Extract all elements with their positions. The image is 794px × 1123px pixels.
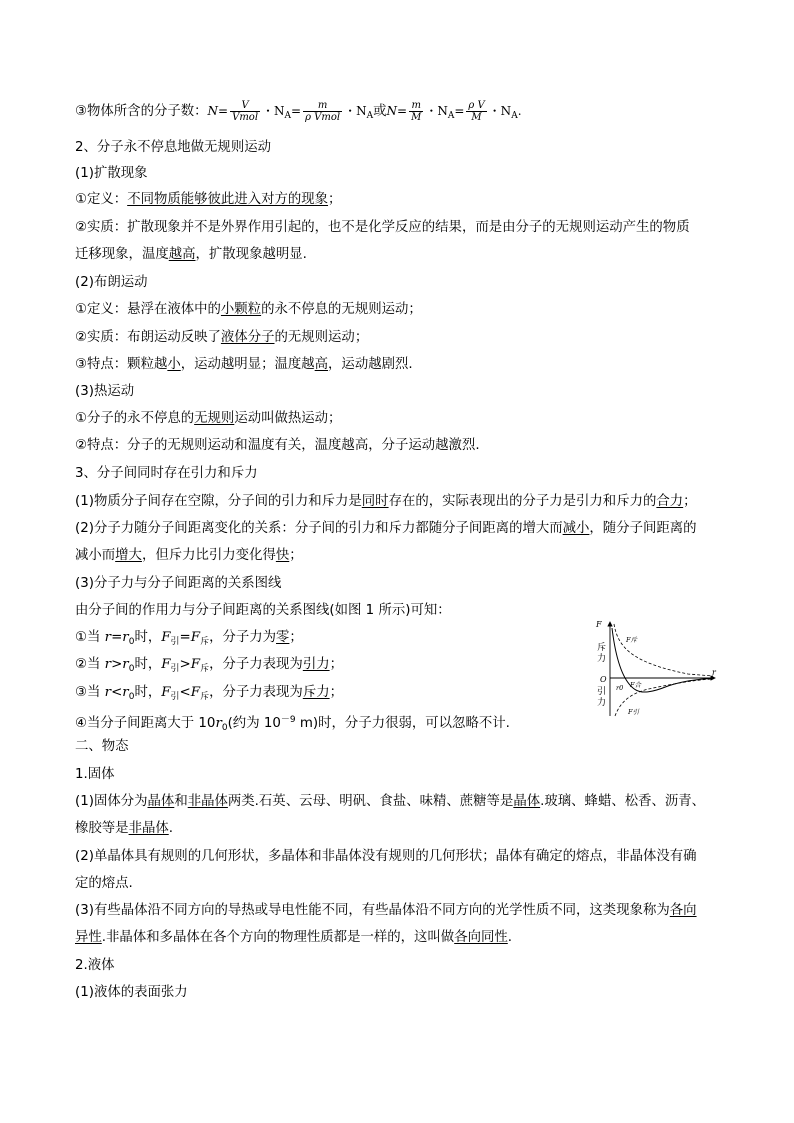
- liquid-surface-tension: (1)液体的表面张力: [75, 985, 188, 1000]
- subheading-diffusion: (1)扩散现象: [75, 166, 148, 181]
- subheading-brownian: (2)布朗运动: [75, 275, 148, 290]
- solid-point-1-a: (1)固体分为晶体和非晶体两类.石英、云母、明矾、食盐、味精、蔗糖等是晶体.玻璃、蜂蜡、松香、沥青、: [75, 794, 706, 809]
- solid-point-3-b: 异性.非晶体和多晶体在各个方向的物理性质都是一样的，这叫做各向同性.: [75, 930, 513, 945]
- attraction-label-2: 力: [597, 698, 607, 708]
- thermal-features: ②特点：分子的无规则运动和温度有关，温度越高，分子运动越激烈.: [75, 438, 480, 453]
- attraction-label-1: 引: [597, 687, 607, 697]
- brownian-definition: ①定义：悬浮在液体中的小颗粒的永不停息的无规则运动；: [75, 302, 422, 317]
- f-rep-label: F斥: [626, 636, 638, 644]
- repulsion-label-1: 斥: [597, 643, 607, 653]
- case-r-greater-r0: ②当 $r>r_0$时，$F_引>F_斥$，分子力表现为引力；: [75, 657, 343, 674]
- formula-intro: ③物体所含的分子数：: [75, 104, 208, 119]
- brownian-features: ③特点：颗粒越小，运动越明显；温度越高，运动越剧烈.: [75, 357, 413, 372]
- forces-point-2-b: 减小而增大，但斥力比引力变化得快；: [75, 548, 303, 563]
- molecular-force-graph: [593, 618, 723, 720]
- fraction-v-over-vmol: $\frac{V}{\text{Vmol}}$: [232, 100, 259, 123]
- repulsion-label-2: 力: [597, 654, 607, 664]
- case-r-less-r0: ③当 $r<r_0$时，$F_引<F_斥$，分子力表现为斥力；: [75, 685, 343, 702]
- fraction-rho-v-over-M: $\frac{\text{ρ V}}{M}$: [468, 100, 485, 123]
- diffusion-essence-1: ②实质：扩散现象并不是外界作用引起的，也不是化学反应的结果，而是由分子的无规则运动产生的物质: [75, 220, 690, 235]
- forces-point-3: (3)分子力与分子间距离的关系图线: [75, 576, 282, 591]
- subheading-thermal-motion: (3)热运动: [75, 384, 135, 399]
- section-heading-states: 二、物态: [75, 739, 129, 754]
- origin-label: O: [600, 675, 607, 684]
- fraction-m-over-M: $\frac{m}{M}$: [411, 100, 422, 123]
- forces-point-1: (1)物质分子间存在空隙，分子间的引力和斥力是同时存在的，实际表现出的分子力是引力和斥力的合力；: [75, 494, 697, 509]
- subheading-liquid: 2.液体: [75, 958, 115, 973]
- subheading-solid: 1.固体: [75, 767, 115, 782]
- diffusion-definition: ①定义：不同物质能够彼此进入对方的现象；: [75, 192, 342, 207]
- diffusion-essence-2: 迁移现象，温度越高，扩散现象越明显.: [75, 247, 307, 262]
- case-r-equals-r0: ①当 $r=r_0$时，$F_引=F_斥$，分子力为零；: [75, 630, 303, 647]
- fraction-m-over-rho-vmol: $\frac{m}{\text{ρ Vmol}}$: [305, 100, 341, 123]
- molecule-count-formula: ③物体所含的分子数：N= $\frac{V}{\text{Vmol}}$ ・$N_A=$ $\frac{m}{\text{ρ Vmol}}$ ・$N_A$或N= $\frac{m}{M}$ ・$N_A=$ $\frac{\text{ρ V}}{M}$ ・$N_A$.: [75, 100, 522, 123]
- f-net-label: F合: [630, 681, 642, 689]
- forces-point-2-a: (2)分子力随分子间距离变化的关系：分子间的引力和斥力都随分子间距离的增大而减小，随分子间距离的: [75, 521, 697, 536]
- case-large-distance: ④当分子间距离大于 $10r_0$(约为 $10^{-9}$ m)时，分子力很弱，可以忽略不计.: [75, 715, 510, 733]
- formula-lhs: N=: [207, 104, 229, 118]
- f-att-label: F引: [628, 708, 640, 716]
- y-axis-label: F: [596, 620, 602, 629]
- r0-label: r0: [616, 684, 624, 692]
- solid-point-2-a: (2)单晶体具有规则的几何形状，多晶体和非晶体没有规则的几何形状；晶体有确定的熔点，非晶体没有确: [75, 849, 697, 864]
- section-heading-brownian: 2、分子永不停息地做无规则运动: [75, 140, 271, 155]
- solid-point-1-b: 橡胶等是非晶体.: [75, 821, 173, 836]
- brownian-essence: ②实质：布朗运动反映了液体分子的无规则运动；: [75, 330, 369, 345]
- solid-point-3-a: (3)有些晶体沿不同方向的导热或导电性能不同，有些晶体沿不同方向的光学性质不同，这类现象称为各向: [75, 903, 697, 918]
- f-rep-curve: [614, 624, 713, 676]
- solid-point-2-b: 定的熔点.: [75, 876, 133, 891]
- section-heading-forces: 3、分子间同时存在引力和斥力: [75, 466, 258, 481]
- x-axis-label: r: [712, 668, 716, 677]
- graph-intro: 由分子间的作用力与分子间距离的关系图线(如图 1 所示)可知：: [75, 603, 451, 618]
- thermal-definition: ①分子的永不停息的无规则运动叫做热运动；: [75, 411, 342, 426]
